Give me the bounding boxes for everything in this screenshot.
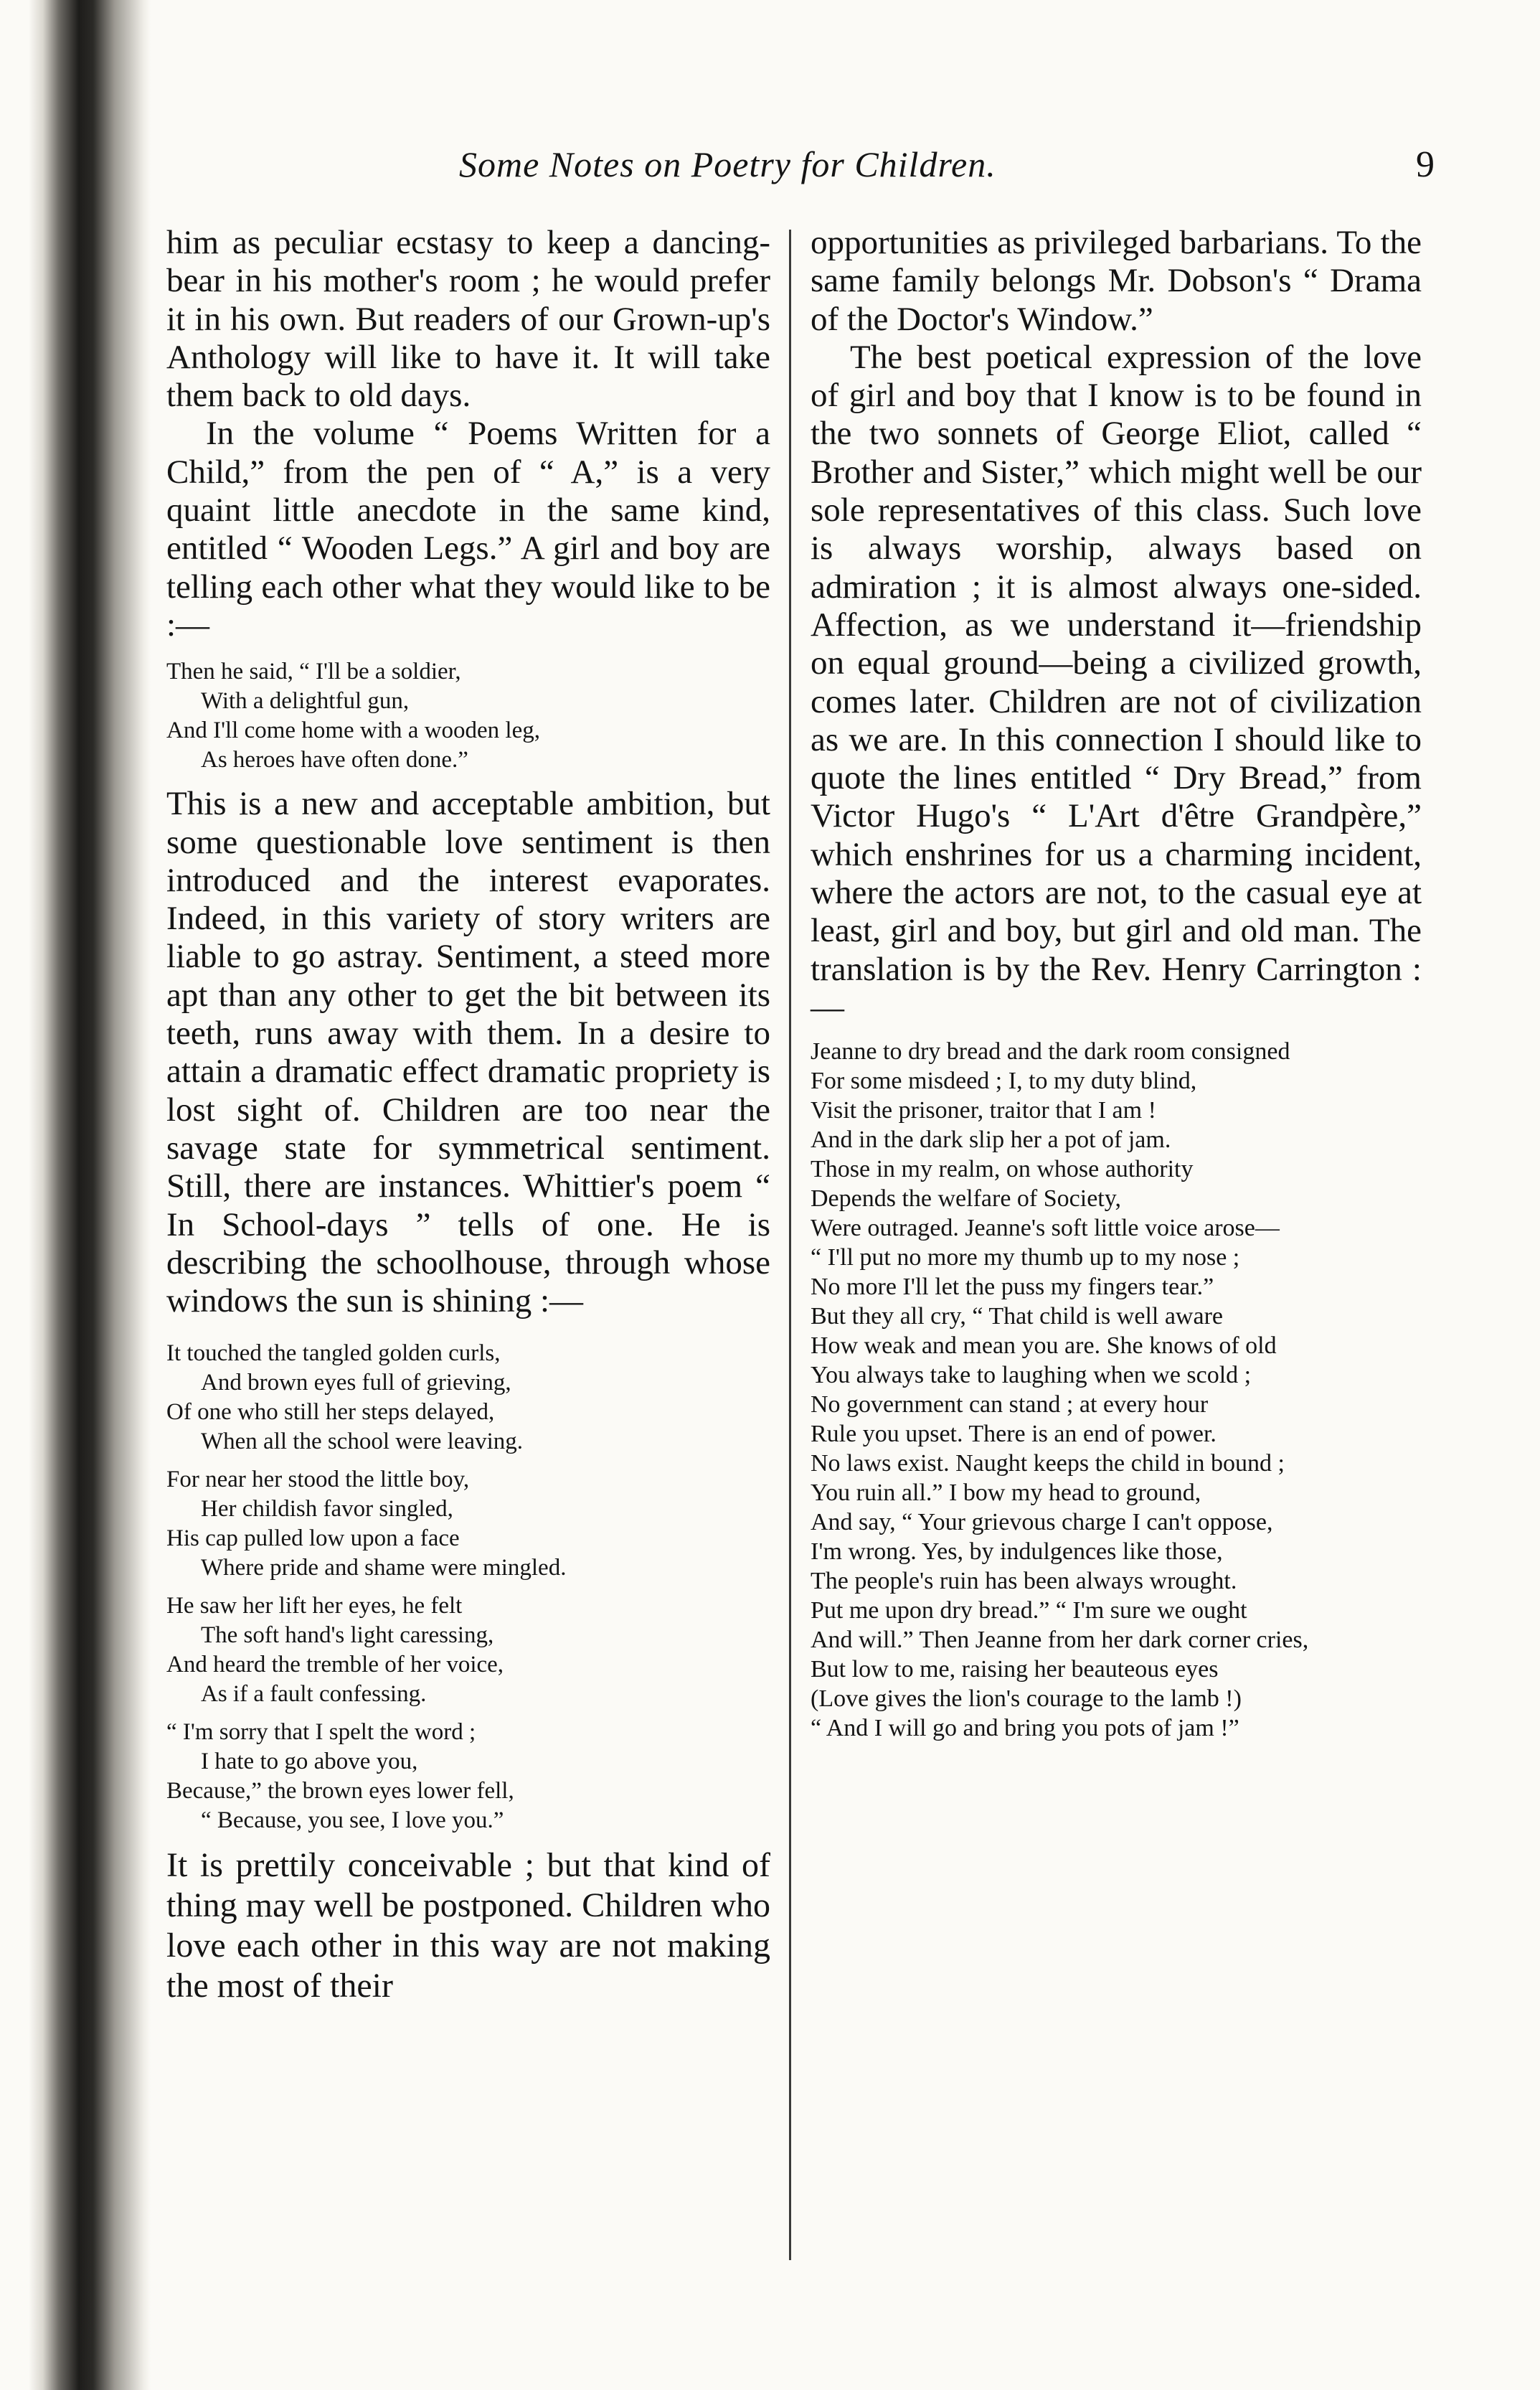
verse-line: Her childish favor singled, — [201, 1496, 453, 1523]
verse-dry-bread — [811, 1037, 1422, 1743]
verse-line: Rule you upset. There is an end of power. — [811, 1421, 1217, 1448]
stanza — [166, 1591, 770, 1709]
verse-line: No government can stand ; at every hour — [811, 1391, 1209, 1419]
paragraph: It is prettily conceivable ; but that kind of thing may well be postponed. Children who love each other in this way are not making the most of their — [166, 1846, 770, 2005]
verse-line: Those in my realm, on whose authority — [811, 1156, 1194, 1183]
verse-line: Because,” the brown eyes lower fell, — [166, 1778, 514, 1805]
verse-line: No laws exist. Naught keeps the child in bound ; — [811, 1450, 1285, 1477]
verse-line: The soft hand's light caressing, — [201, 1622, 494, 1649]
verse-line: Then he said, “ I'll be a soldier, — [166, 659, 461, 685]
verse-line: “ And I will go and bring you pots of jam !” — [811, 1715, 1239, 1742]
verse-line: Were outraged. Jeanne's soft little voice arose— — [811, 1215, 1280, 1242]
right-column — [811, 224, 1422, 1743]
verse-wooden-legs — [166, 657, 770, 775]
paragraph: The best poetical expression of the love of girl and boy that I know is to be found in the two sonnets of George Eliot, called “ Brother and Sister,” which might well be our sole representatives of this class. Such love is always worship, always based on admiration ; it is almost always one-sided. Affection, as we understand it—friendship on equal ground—being a civilized growth, comes later. Children are not of civilization as we are. In this connection I should like to quote the lines entitled “ Dry Bread,” from Victor Hugo's “ L'Art d'être Grandpère,” which enshrines for us a charming incident, where the actors are not, to the casual eye at least, girl and boy, but girl and old man. The translation is by the Rev. Henry Carrington :— — [811, 338, 1422, 1026]
verse-line: As heroes have often done.” — [201, 747, 468, 773]
verse-line: He saw her lift her eyes, he felt — [166, 1593, 463, 1619]
verse-line: But low to me, raising her beauteous eyes — [811, 1656, 1219, 1683]
page-header — [459, 144, 1435, 194]
verse-line: And I'll come home with a wooden leg, — [166, 718, 540, 744]
verse-line: And will.” Then Jeanne from her dark corner cries, — [811, 1627, 1309, 1654]
stanza — [166, 1718, 770, 1835]
verse-line: (Love gives the lion's courage to the lamb !) — [811, 1685, 1242, 1713]
verse-line: Depends the welfare of Society, — [811, 1185, 1122, 1213]
verse-line: “ I'll put no more my thumb up to my nose ; — [811, 1244, 1240, 1271]
verse-line: I'm wrong. Yes, by indulgences like those, — [811, 1538, 1223, 1566]
verse-line: “ I'm sorry that I spelt the word ; — [166, 1719, 476, 1746]
verse-line: As if a fault confessing. — [201, 1681, 427, 1708]
page-number: 9 — [1416, 144, 1435, 185]
verse-line: And in the dark slip her a pot of jam. — [811, 1126, 1171, 1154]
verse-line: Jeanne to dry bread and the dark room consigned — [811, 1038, 1290, 1065]
verse-line: It touched the tangled golden curls, — [166, 1340, 501, 1367]
verse-line: His cap pulled low upon a face — [166, 1525, 460, 1552]
page-binding-shadow — [0, 0, 151, 2390]
verse-line: Visit the prisoner, traitor that I am ! — [811, 1097, 1156, 1124]
verse-line: How weak and mean you are. She knows of old — [811, 1332, 1277, 1360]
verse-line: No more I'll let the puss my fingers tear.” — [811, 1274, 1214, 1301]
paragraph: opportunities as privileged barbarians. To the same family belongs Mr. Dobson's “ Drama of the Doctor's Window.” — [811, 224, 1422, 338]
verse-line: And say, “ Your grievous charge I can't oppose, — [811, 1509, 1273, 1536]
stanza — [166, 1465, 770, 1583]
verse-line: And brown eyes full of grieving, — [201, 1370, 511, 1396]
verse-line: Put me upon dry bread.” “ I'm sure we ought — [811, 1597, 1247, 1624]
verse-line: You always take to laughing when we scold ; — [811, 1362, 1252, 1389]
verse-line: Where pride and shame were mingled. — [201, 1555, 567, 1581]
verse-line: The people's ruin has been always wrought. — [811, 1568, 1237, 1595]
verse-line: You ruin all.” I bow my head to ground, — [811, 1479, 1201, 1507]
column-divider — [789, 230, 791, 2260]
paragraph: In the volume “ Poems Written for a Child,” from the pen of “ A,” is a very quaint little anecdote in the same kind, entitled “ Wooden Legs.” A girl and boy are telling each other what they would like to be :— — [166, 415, 770, 644]
verse-line: “ Because, you see, I love you.” — [201, 1807, 504, 1834]
verse-line: Of one who still her steps delayed, — [166, 1399, 495, 1426]
verse-school-days — [166, 1339, 770, 1835]
verse-line: But they all cry, “ That child is well aware — [811, 1303, 1223, 1330]
verse-line: I hate to go above you, — [201, 1749, 418, 1775]
verse-line: For some misdeed ; I, to my duty blind, — [811, 1068, 1197, 1095]
left-column — [166, 224, 770, 2006]
verse-line: And heard the tremble of her voice, — [166, 1652, 504, 1678]
verse-line: With a delightful gun, — [201, 688, 410, 715]
verse-line: When all the school were leaving. — [201, 1429, 523, 1455]
running-title: Some Notes on Poetry for Children. — [459, 144, 996, 184]
stanza — [166, 1339, 770, 1457]
verse-line: For near her stood the little boy, — [166, 1467, 470, 1493]
paragraph: This is a new and acceptable ambition, but some questionable love sentiment is then introduced and the interest evaporates. Indeed, in this variety of story writers are liable to go astray. Sentiment, a steed more apt than any other to get the bit between its teeth, runs away with them. In a desire to attain a dramatic effect dramatic propriety is lost sight of. Children are too near the savage state for symmetrical sentiment. Still, there are instances. Whittier's poem “ In School-days ” tells of one. He is describing the schoolhouse, through whose windows the sun is shining :— — [166, 785, 770, 1320]
paragraph: him as peculiar ecstasy to keep a dancing-bear in his mother's room ; he would prefer it in his own. But readers of our Grown-up's Anthology will like to have it. It will take them back to old days. — [166, 224, 770, 415]
